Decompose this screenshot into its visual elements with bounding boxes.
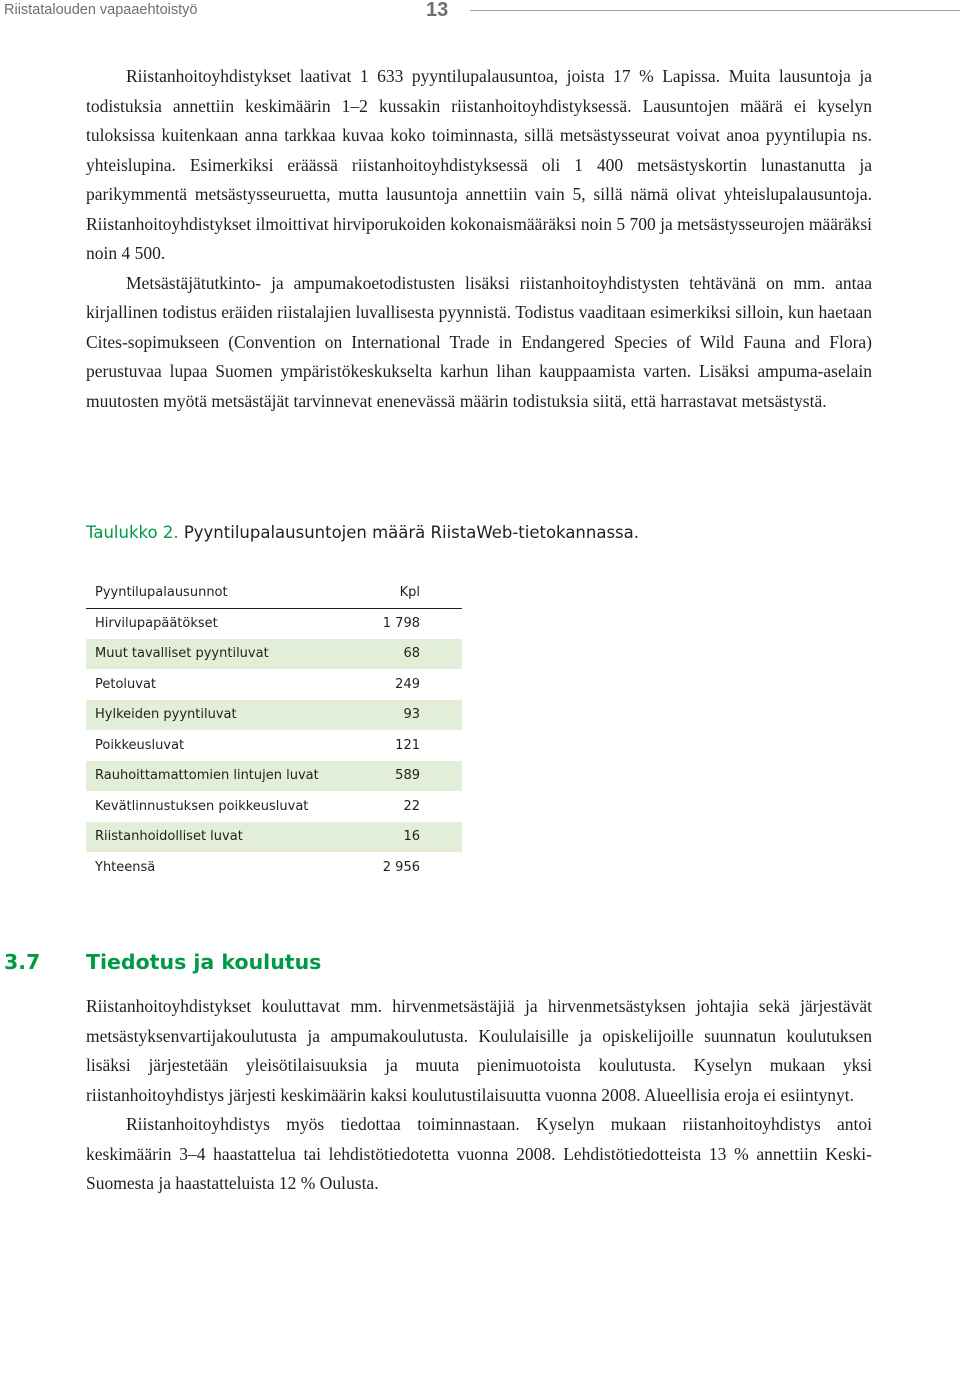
row-label: Yhteensä bbox=[95, 859, 156, 875]
row-value: 121 bbox=[395, 737, 420, 753]
page-number: 13 bbox=[426, 0, 449, 21]
table-caption-label: Taulukko 2. bbox=[86, 523, 179, 542]
paragraph: Riistanhoitoyhdistykset laativat 1 633 pyyntilupalausuntoa, joista 17 % Lapissa. Muita lausuntoja ja todistuksia annettiin keskimäärin 1–2 kussakin riistanhoitoyhdistyksessä. Lausuntojen määrä ei kyselyn tuloksissa kuitenkaan anna tarkkaa kuvaa koko toiminnasta, sillä metsästysseurat voivat anoa pyyntilupia ns. yhteislupina. Esimerkiksi eräässä riistanhoitoyhdistyksessä oli 1 400 metsästyskortin lunastanutta ja parikymmentä metsästysseuruetta, mutta lausuntoja annettiin vain 5, sillä nämä olivat yhteislupalausuntoja. Riistanhoitoyhdistykset ilmoittivat hirviporukoiden kokonaismääräksi noin 5 700 ja metsästysseurojen määräksi noin 4 500. bbox=[86, 66, 872, 263]
permit-statements-table bbox=[86, 578, 462, 883]
table-row bbox=[86, 822, 462, 853]
section-number: 3.7 bbox=[4, 950, 41, 974]
row-label: Muut tavalliset pyyntiluvat bbox=[95, 646, 269, 662]
table-header-row bbox=[86, 578, 462, 608]
row-label: Rauhoittamattomien lintujen luvat bbox=[95, 768, 319, 784]
header-rule bbox=[470, 10, 960, 11]
table-row bbox=[86, 669, 462, 700]
row-value: 22 bbox=[403, 798, 420, 814]
paragraph: Riistanhoitoyhdistykset kouluttavat mm. hirvenmetsästäjiä ja hirvenmetsästyksen johtajia sekä järjestävät metsästyksenvartijakoulutusta ja ampumakoulutusta. Koululaisille ja opiskelijoille suunnatun koulutuksen lisäksi järjestetään yleisötilaisuuksia ja muuta pienimuotoista koulutusta. Kyselyn mukaan yksi riistanhoitoyhdistys järjesti keskimäärin kaksi koulutustilaisuutta vuonna 2008. Alueellisia eroja ei esiintynyt. bbox=[86, 996, 872, 1105]
table-row bbox=[86, 730, 462, 761]
table-row bbox=[86, 608, 462, 639]
row-value: 249 bbox=[395, 676, 420, 692]
row-value: 68 bbox=[403, 646, 420, 662]
table-row bbox=[86, 761, 462, 792]
row-value: 1 798 bbox=[382, 615, 420, 631]
paragraph: Riistanhoitoyhdistys myös tiedottaa toiminnastaan. Kyselyn mukaan riistanhoitoyhdistys antoi keskimäärin 3–4 haastattelua tai lehdistötiedotetta vuonna 2008. Lehdistötiedotteista 13 % annettiin Keski-Suomesta ja haastatteluista 12 % Oulusta. bbox=[86, 1114, 872, 1193]
column-header: Kpl bbox=[361, 578, 462, 608]
row-value: 93 bbox=[403, 707, 420, 723]
table-row-total bbox=[86, 852, 462, 883]
column-header: Pyyntilupalausunnot bbox=[86, 578, 361, 608]
row-label: Hirvilupapäätökset bbox=[95, 615, 218, 631]
table-row bbox=[86, 700, 462, 731]
table-row bbox=[86, 791, 462, 822]
section-text bbox=[86, 992, 872, 1199]
table-row bbox=[86, 639, 462, 670]
row-label: Riistanhoidolliset luvat bbox=[95, 829, 243, 845]
row-value: 2 956 bbox=[382, 859, 420, 875]
table-caption bbox=[86, 523, 639, 542]
page-header bbox=[0, 0, 960, 26]
row-label: Kevätlinnustuksen poikkeusluvat bbox=[95, 798, 309, 814]
section-title: Tiedotus ja koulutus bbox=[86, 950, 322, 974]
paragraph: Metsästäjätutkinto- ja ampumakoetodistusten lisäksi riistanhoitoyhdistysten tehtävänä on mm. antaa kirjallinen todistus eräiden riistalajien luvallisesta pyynnistä. Todistus vaaditaan esimerkiksi silloin, kun haetaan Cites-sopimukseen (Convention on International Trade in Endangered Species of Wild Fauna and Flora) perustuvaa lupaa Suomen ympäristökeskukselta karhun lihan kauppaamista varten. Lisäksi ampuma-aselain muutosten myötä metsästäjät tarvinnevat enenevässä määrin todistuksia siitä, että harrastavat metsästystä. bbox=[86, 272, 872, 411]
row-value: 16 bbox=[403, 829, 420, 845]
row-label: Poikkeusluvat bbox=[95, 737, 185, 753]
row-label: Petoluvat bbox=[95, 676, 157, 692]
running-head: Riistatalouden vapaaehtoistyö bbox=[4, 2, 198, 18]
row-value: 589 bbox=[395, 768, 420, 784]
table-caption-text: Pyyntilupalausuntojen määrä RiistaWeb-tietokannassa. bbox=[178, 523, 639, 542]
row-label: Hylkeiden pyyntiluvat bbox=[95, 707, 237, 723]
intro-text bbox=[86, 62, 872, 416]
